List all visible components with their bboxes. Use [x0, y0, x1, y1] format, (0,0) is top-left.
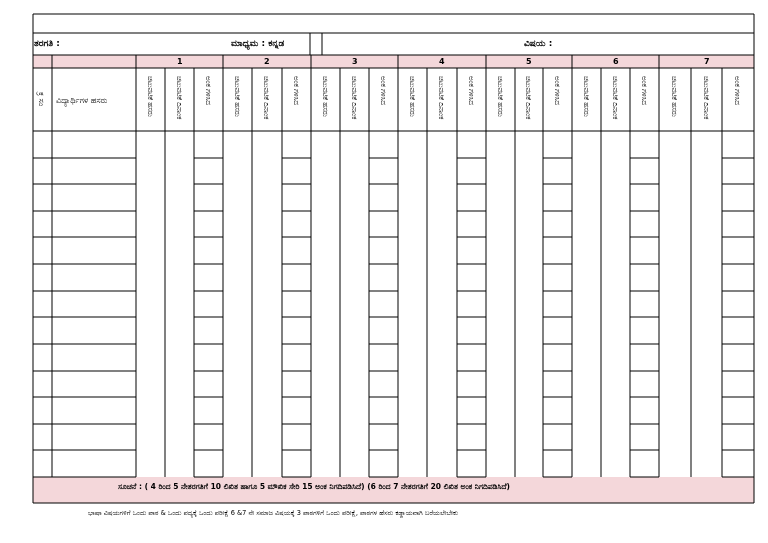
group-number: 6	[613, 57, 619, 66]
sub-header-label: ಅಂಕ ಗಳಿಸಿದ	[640, 76, 648, 105]
sub-header-label: ಚಟುವಟಿಕೆ ಹಸರು	[146, 76, 154, 117]
sub-header-label: ಅಂಕ ಗಳಿಸಿದ	[467, 76, 475, 105]
sub-header-label: ಚಟುವಟಿಕೆ ದಿನಾಂಕ	[262, 76, 270, 120]
sub-header-label: ಚಟುವಟಿಕೆ ಹಸರು	[408, 76, 416, 117]
sub-header-label: ಅಂಕ ಗಳಿಸಿದ	[553, 76, 561, 105]
sub-header-label: ಚಟುವಟಿಕೆ ಹಸರು	[321, 76, 329, 117]
sub-header-label: ಚಟುವಟಿಕೆ ದಿನಾಂಕ	[350, 76, 358, 120]
class-label: ತರಗತಿ :	[34, 39, 60, 49]
sub-header-label: ಚಟುವಟಿಕೆ ಹಸರು	[233, 76, 241, 117]
sub-header-label: ಚಟುವಟಿಕೆ ಹಸರು	[582, 76, 590, 117]
sub-header-label: ಅಂಕ ಗಳಿಸಿದ	[379, 76, 387, 105]
sub-header-label: ಚಟುವಟಿಕೆ ಹಸರು	[670, 76, 678, 117]
group-number: 2	[264, 57, 270, 66]
group-number: 4	[439, 57, 445, 66]
serial-header: ಕ್ರ ಸಂ	[37, 92, 46, 107]
group-number: 7	[704, 57, 710, 66]
sub-header-label: ಅಂಕ ಗಳಿಸಿದ	[733, 76, 741, 105]
sub-header-label: ಚಟುವಟಿಕೆ ದಿನಾಂಕ	[175, 76, 183, 120]
instruction-text: ಭಾಷಾ ವಿಷಯಗಳಿಗೆ ಒಂದು ಪಾಠ & ಒಂದು ಪದ್ಯಕ್ಕೆ ಒಂದು ಪರೀಕ್ಷೆ 6 &7 ನೇ ಸಮಾಜ ವಿಷಯಕ್ಕೆ 3 ಪಾಠಗಳಿಗೆ ಒಂದು ಪರೀಕ್ಷೆ, ಪಾಠಗಳ ಹೆಸರು ಕಡ್ಡಾಯವಾಗಿ ಬರೆಯಲೇಬೇಕು	[88, 509, 459, 517]
sub-header-label: ಚಟುವಟಿಕೆ ಹಸರು	[496, 76, 504, 117]
group-number: 5	[526, 57, 532, 66]
group-number: 3	[352, 57, 358, 66]
name-header: ವಿದ್ಯಾರ್ಥಿಗಳ ಹಸರು	[56, 96, 108, 105]
group-number: 1	[177, 57, 183, 66]
subject-label: ವಿಷಯ :	[524, 39, 553, 49]
sub-header-label: ಚಟುವಟಿಕೆ ದಿನಾಂಕ	[702, 76, 710, 120]
sub-header-label: ಅಂಕ ಗಳಿಸಿದ	[292, 76, 300, 105]
sub-header-label: ಅಂಕ ಗಳಿಸಿದ	[204, 76, 212, 105]
sub-header-label: ಚಟುವಟಿಕೆ ದಿನಾಂಕ	[524, 76, 532, 120]
sub-header-label: ಚಟುವಟಿಕೆ ದಿನಾಂಕ	[611, 76, 619, 120]
sub-header-label: ಚಟುವಟಿಕೆ ದಿನಾಂಕ	[437, 76, 445, 120]
note-text: ಸೂಚನೆ : ( 4 ರಿಂದ 5 ನೇತರಗತಿಗೆ 10 ಲಿಖಿತ ಹಾಗೂ 5 ಮೌಖಿಕ ಸೇರಿ 15 ಅಂಕ ನಿಗದಿಪಡಿಸಿದೆ) (6 ರಿಂದ 7 ನೇತರಗತಿಗೆ 20 ಲಿಖಿತ ಅಂಕ ನಿಗದಿಪಡಿಸಿದೆ)	[118, 482, 510, 491]
medium-label: ಮಾಧ್ಯಮ : ಕನ್ನಡ	[231, 39, 285, 49]
